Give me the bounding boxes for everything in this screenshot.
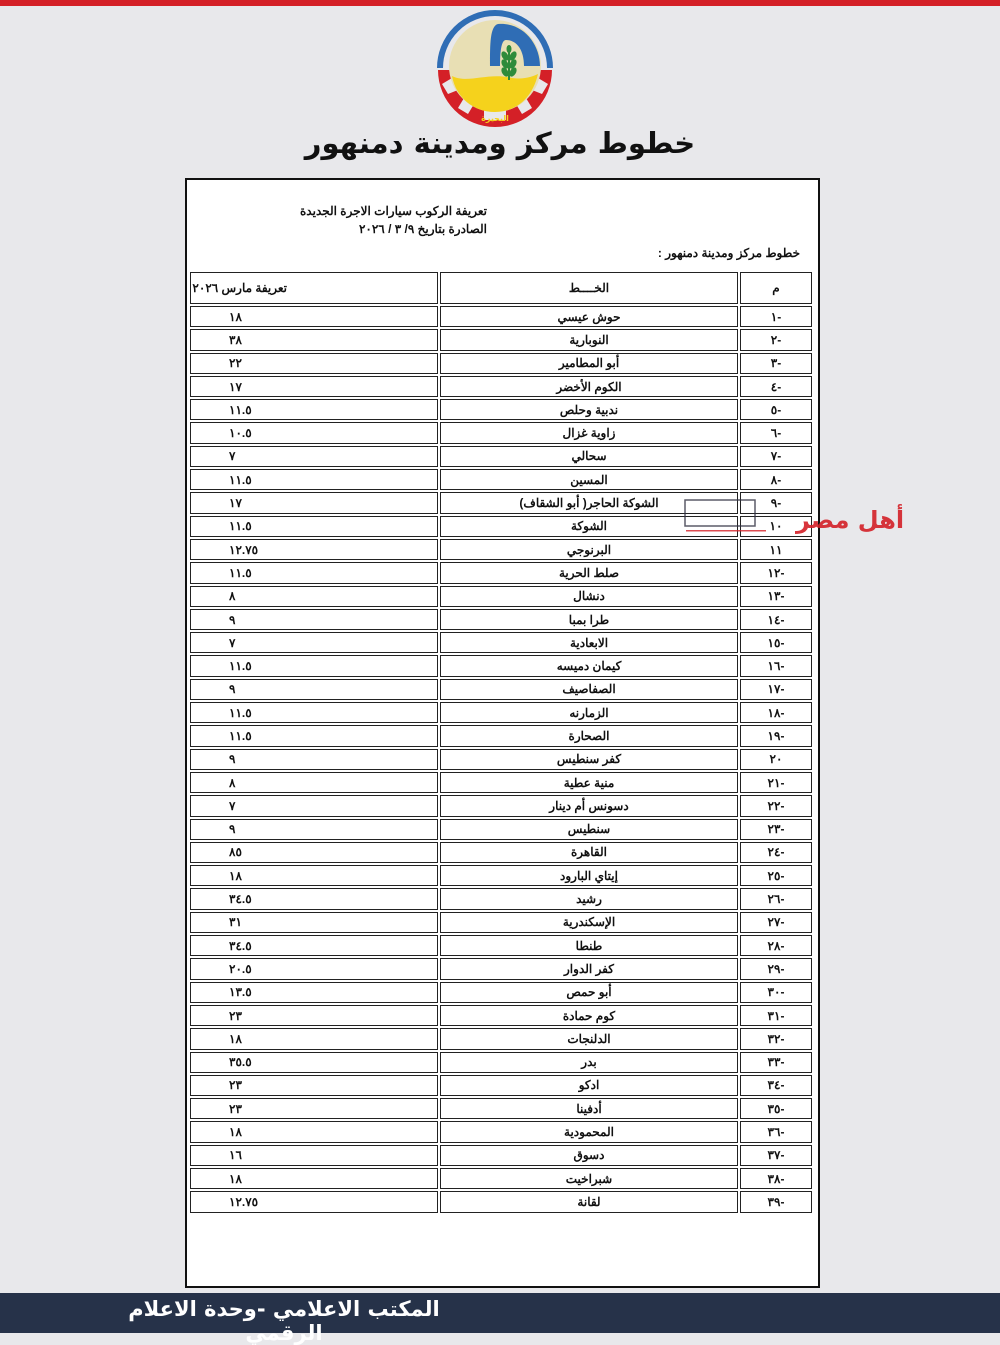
row-line-name: إيتاي البارود [440, 865, 738, 886]
row-fare: ١٦ [190, 1145, 438, 1166]
row-fare: ٩ [190, 679, 438, 700]
row-line-name: أدفينا [440, 1098, 738, 1119]
row-number: -١ [740, 306, 812, 327]
row-line-name: المسين [440, 469, 738, 490]
footer-credit: المكتب الاعلامي -وحدة الاعلام الرقمي [128, 1297, 440, 1345]
row-number: -١٩ [740, 725, 812, 746]
row-number: ١١ [740, 539, 812, 560]
row-number: -٣٢ [740, 1028, 812, 1049]
row-fare: ١٨ [190, 1121, 438, 1142]
row-line-name: الشوكة الحاجر( أبو الشقاف) [440, 492, 738, 513]
table-row [190, 1191, 812, 1212]
table-row [190, 702, 812, 723]
row-number: -٤ [740, 376, 812, 397]
row-fare: ١١.٥ [190, 399, 438, 420]
row-line-name: القاهرة [440, 842, 738, 863]
table-row [190, 516, 812, 537]
row-number: -٢٢ [740, 795, 812, 816]
row-fare: ١٨ [190, 1168, 438, 1189]
row-fare: ١١.٥ [190, 469, 438, 490]
row-fare: ٨ [190, 586, 438, 607]
column-header-line: الخــــط [440, 272, 738, 304]
row-fare: ١١.٥ [190, 725, 438, 746]
table-row [190, 492, 812, 513]
table-row [190, 376, 812, 397]
row-line-name: دسونس أم دينار [440, 795, 738, 816]
row-number: -٢٤ [740, 842, 812, 863]
row-number: -٢٩ [740, 958, 812, 979]
row-line-name: دنشال [440, 586, 738, 607]
row-line-name: الدلنجات [440, 1028, 738, 1049]
row-fare: ١١.٥ [190, 655, 438, 676]
table-row [190, 655, 812, 676]
column-header-number: م [740, 272, 812, 304]
table-row [190, 888, 812, 909]
row-number: -٢١ [740, 772, 812, 793]
row-number: -٩ [740, 492, 812, 513]
row-fare: ٢٣ [190, 1098, 438, 1119]
table-row [190, 539, 812, 560]
row-fare: ١٨ [190, 306, 438, 327]
table-row [190, 958, 812, 979]
row-number: -٥ [740, 399, 812, 420]
row-number: -٦ [740, 422, 812, 443]
table-header-row [190, 272, 812, 304]
row-fare: ١٧ [190, 492, 438, 513]
row-line-name: كوم حمادة [440, 1005, 738, 1026]
table-row [190, 329, 812, 350]
row-fare: ١٣.٥ [190, 982, 438, 1003]
table-row [190, 469, 812, 490]
row-line-name: أبو حمص [440, 982, 738, 1003]
row-fare: ٧ [190, 446, 438, 467]
row-number: -٢٨ [740, 935, 812, 956]
row-line-name: المحمودية [440, 1121, 738, 1142]
row-number: -٣٣ [740, 1052, 812, 1073]
row-line-name: البرنوجي [440, 539, 738, 560]
table-row [190, 353, 812, 374]
table-row [190, 422, 812, 443]
row-line-name: ندبية وحلص [440, 399, 738, 420]
table-row [190, 795, 812, 816]
table-row [190, 749, 812, 770]
row-fare: ٣٤.٥ [190, 935, 438, 956]
document-heading [297, 202, 487, 238]
row-number: -١٥ [740, 632, 812, 653]
table-row [190, 306, 812, 327]
fare-document [185, 178, 820, 1288]
row-line-name: الشوكة [440, 516, 738, 537]
row-line-name: ادكو [440, 1075, 738, 1096]
row-number: ١٠ [740, 516, 812, 537]
row-number: -٣٤ [740, 1075, 812, 1096]
row-fare: ١٠.٥ [190, 422, 438, 443]
row-number: -٢٥ [740, 865, 812, 886]
row-number: -٣ [740, 353, 812, 374]
svg-text:أهل مصر: أهل مصر [796, 506, 905, 534]
row-line-name: منية عطية [440, 772, 738, 793]
row-number: -٧ [740, 446, 812, 467]
row-line-name: بدر [440, 1052, 738, 1073]
row-number: -٣٦ [740, 1121, 812, 1142]
row-number: -٨ [740, 469, 812, 490]
page-title: خطوط مركز ومدينة دمنهور [304, 126, 696, 160]
row-line-name: زاوية غزال [440, 422, 738, 443]
row-line-name: الصفاصيف [440, 679, 738, 700]
table-row [190, 819, 812, 840]
row-fare: ١٨ [190, 1028, 438, 1049]
row-number: -٣١ [740, 1005, 812, 1026]
table-row [190, 725, 812, 746]
row-fare: ٧ [190, 632, 438, 653]
table-row [190, 842, 812, 863]
column-header-fare: تعريفة مارس ٢٠٢٦ [190, 272, 438, 304]
row-fare: ٨ [190, 772, 438, 793]
document-heading-date: الصادرة بتاريخ ٩/ ٣ / ٢٠٢٦ [358, 222, 487, 236]
row-fare: ١٢.٧٥ [190, 1191, 438, 1212]
document-subheading: خطوط مركز ومدينة دمنهور : [657, 246, 800, 260]
row-fare: ١٧ [190, 376, 438, 397]
row-line-name: طرا بمبا [440, 609, 738, 630]
table-row [190, 399, 812, 420]
row-number: -٣٥ [740, 1098, 812, 1119]
table-row [190, 772, 812, 793]
footer-bar [0, 1293, 1000, 1345]
table-row [190, 912, 812, 933]
fare-table-body [190, 306, 812, 1213]
row-number: -١٨ [740, 702, 812, 723]
row-fare: ٩ [190, 749, 438, 770]
row-number: -١٣ [740, 586, 812, 607]
row-fare: ١١.٥ [190, 516, 438, 537]
svg-text:البحيرة: البحيرة [481, 114, 509, 123]
table-row [190, 1028, 812, 1049]
row-line-name: سنطيس [440, 819, 738, 840]
row-number: ٢٠ [740, 749, 812, 770]
row-number: -١٤ [740, 609, 812, 630]
row-number: -٣٨ [740, 1168, 812, 1189]
table-row [190, 1052, 812, 1073]
row-fare: ٩ [190, 819, 438, 840]
table-row [190, 982, 812, 1003]
row-fare: ١١.٥ [190, 702, 438, 723]
row-fare: ١٨ [190, 865, 438, 886]
table-row [190, 1005, 812, 1026]
table-row [190, 935, 812, 956]
row-fare: ٣٨ [190, 329, 438, 350]
row-number: -٢٣ [740, 819, 812, 840]
table-row [190, 586, 812, 607]
row-fare: ١٢.٧٥ [190, 539, 438, 560]
row-line-name: الزمارنه [440, 702, 738, 723]
table-row [190, 446, 812, 467]
row-line-name: النوبارية [440, 329, 738, 350]
table-row [190, 632, 812, 653]
row-line-name: شبراخيت [440, 1168, 738, 1189]
row-fare: ٢٠.٥ [190, 958, 438, 979]
row-line-name: كفر سنطيس [440, 749, 738, 770]
row-line-name: الابعادية [440, 632, 738, 653]
row-line-name: كيمان دميسه [440, 655, 738, 676]
governorate-emblem-icon [428, 4, 562, 128]
row-line-name: صلط الحرية [440, 562, 738, 583]
row-number: -٢ [740, 329, 812, 350]
row-fare: ٨٥ [190, 842, 438, 863]
table-row [190, 1145, 812, 1166]
row-number: -٣٧ [740, 1145, 812, 1166]
row-number: -٣٠ [740, 982, 812, 1003]
table-row [190, 1098, 812, 1119]
row-number: -٣٩ [740, 1191, 812, 1212]
row-fare: ٩ [190, 609, 438, 630]
row-line-name: لقانة [440, 1191, 738, 1212]
row-fare: ٢٣ [190, 1005, 438, 1026]
row-fare: ٣٥.٥ [190, 1052, 438, 1073]
row-line-name: حوش عيسي [440, 306, 738, 327]
row-number: -١٦ [740, 655, 812, 676]
document-heading-title: تعريفة الركوب سيارات الاجرة الجديدة [300, 204, 487, 218]
row-number: -٢٦ [740, 888, 812, 909]
fare-table [188, 270, 814, 1215]
table-row [190, 679, 812, 700]
row-number: -١٧ [740, 679, 812, 700]
row-number: -٢٧ [740, 912, 812, 933]
row-line-name: الكوم الأخضر [440, 376, 738, 397]
row-fare: ٣١ [190, 912, 438, 933]
table-row [190, 609, 812, 630]
beheira-logo [428, 4, 562, 128]
row-line-name: طنطا [440, 935, 738, 956]
row-fare: ٢٣ [190, 1075, 438, 1096]
row-line-name: رشيد [440, 888, 738, 909]
table-row [190, 562, 812, 583]
row-line-name: دسوق [440, 1145, 738, 1166]
row-line-name: الإسكندرية [440, 912, 738, 933]
row-line-name: كفر الدوار [440, 958, 738, 979]
row-fare: ٣٤.٥ [190, 888, 438, 909]
row-line-name: سحالي [440, 446, 738, 467]
table-row [190, 1168, 812, 1189]
row-fare: ١١.٥ [190, 562, 438, 583]
row-line-name: أبو المطامير [440, 353, 738, 374]
row-number: -١٢ [740, 562, 812, 583]
row-fare: ٢٢ [190, 353, 438, 374]
table-row [190, 1075, 812, 1096]
table-row [190, 1121, 812, 1142]
table-row [190, 865, 812, 886]
row-fare: ٧ [190, 795, 438, 816]
row-line-name: الصحارة [440, 725, 738, 746]
